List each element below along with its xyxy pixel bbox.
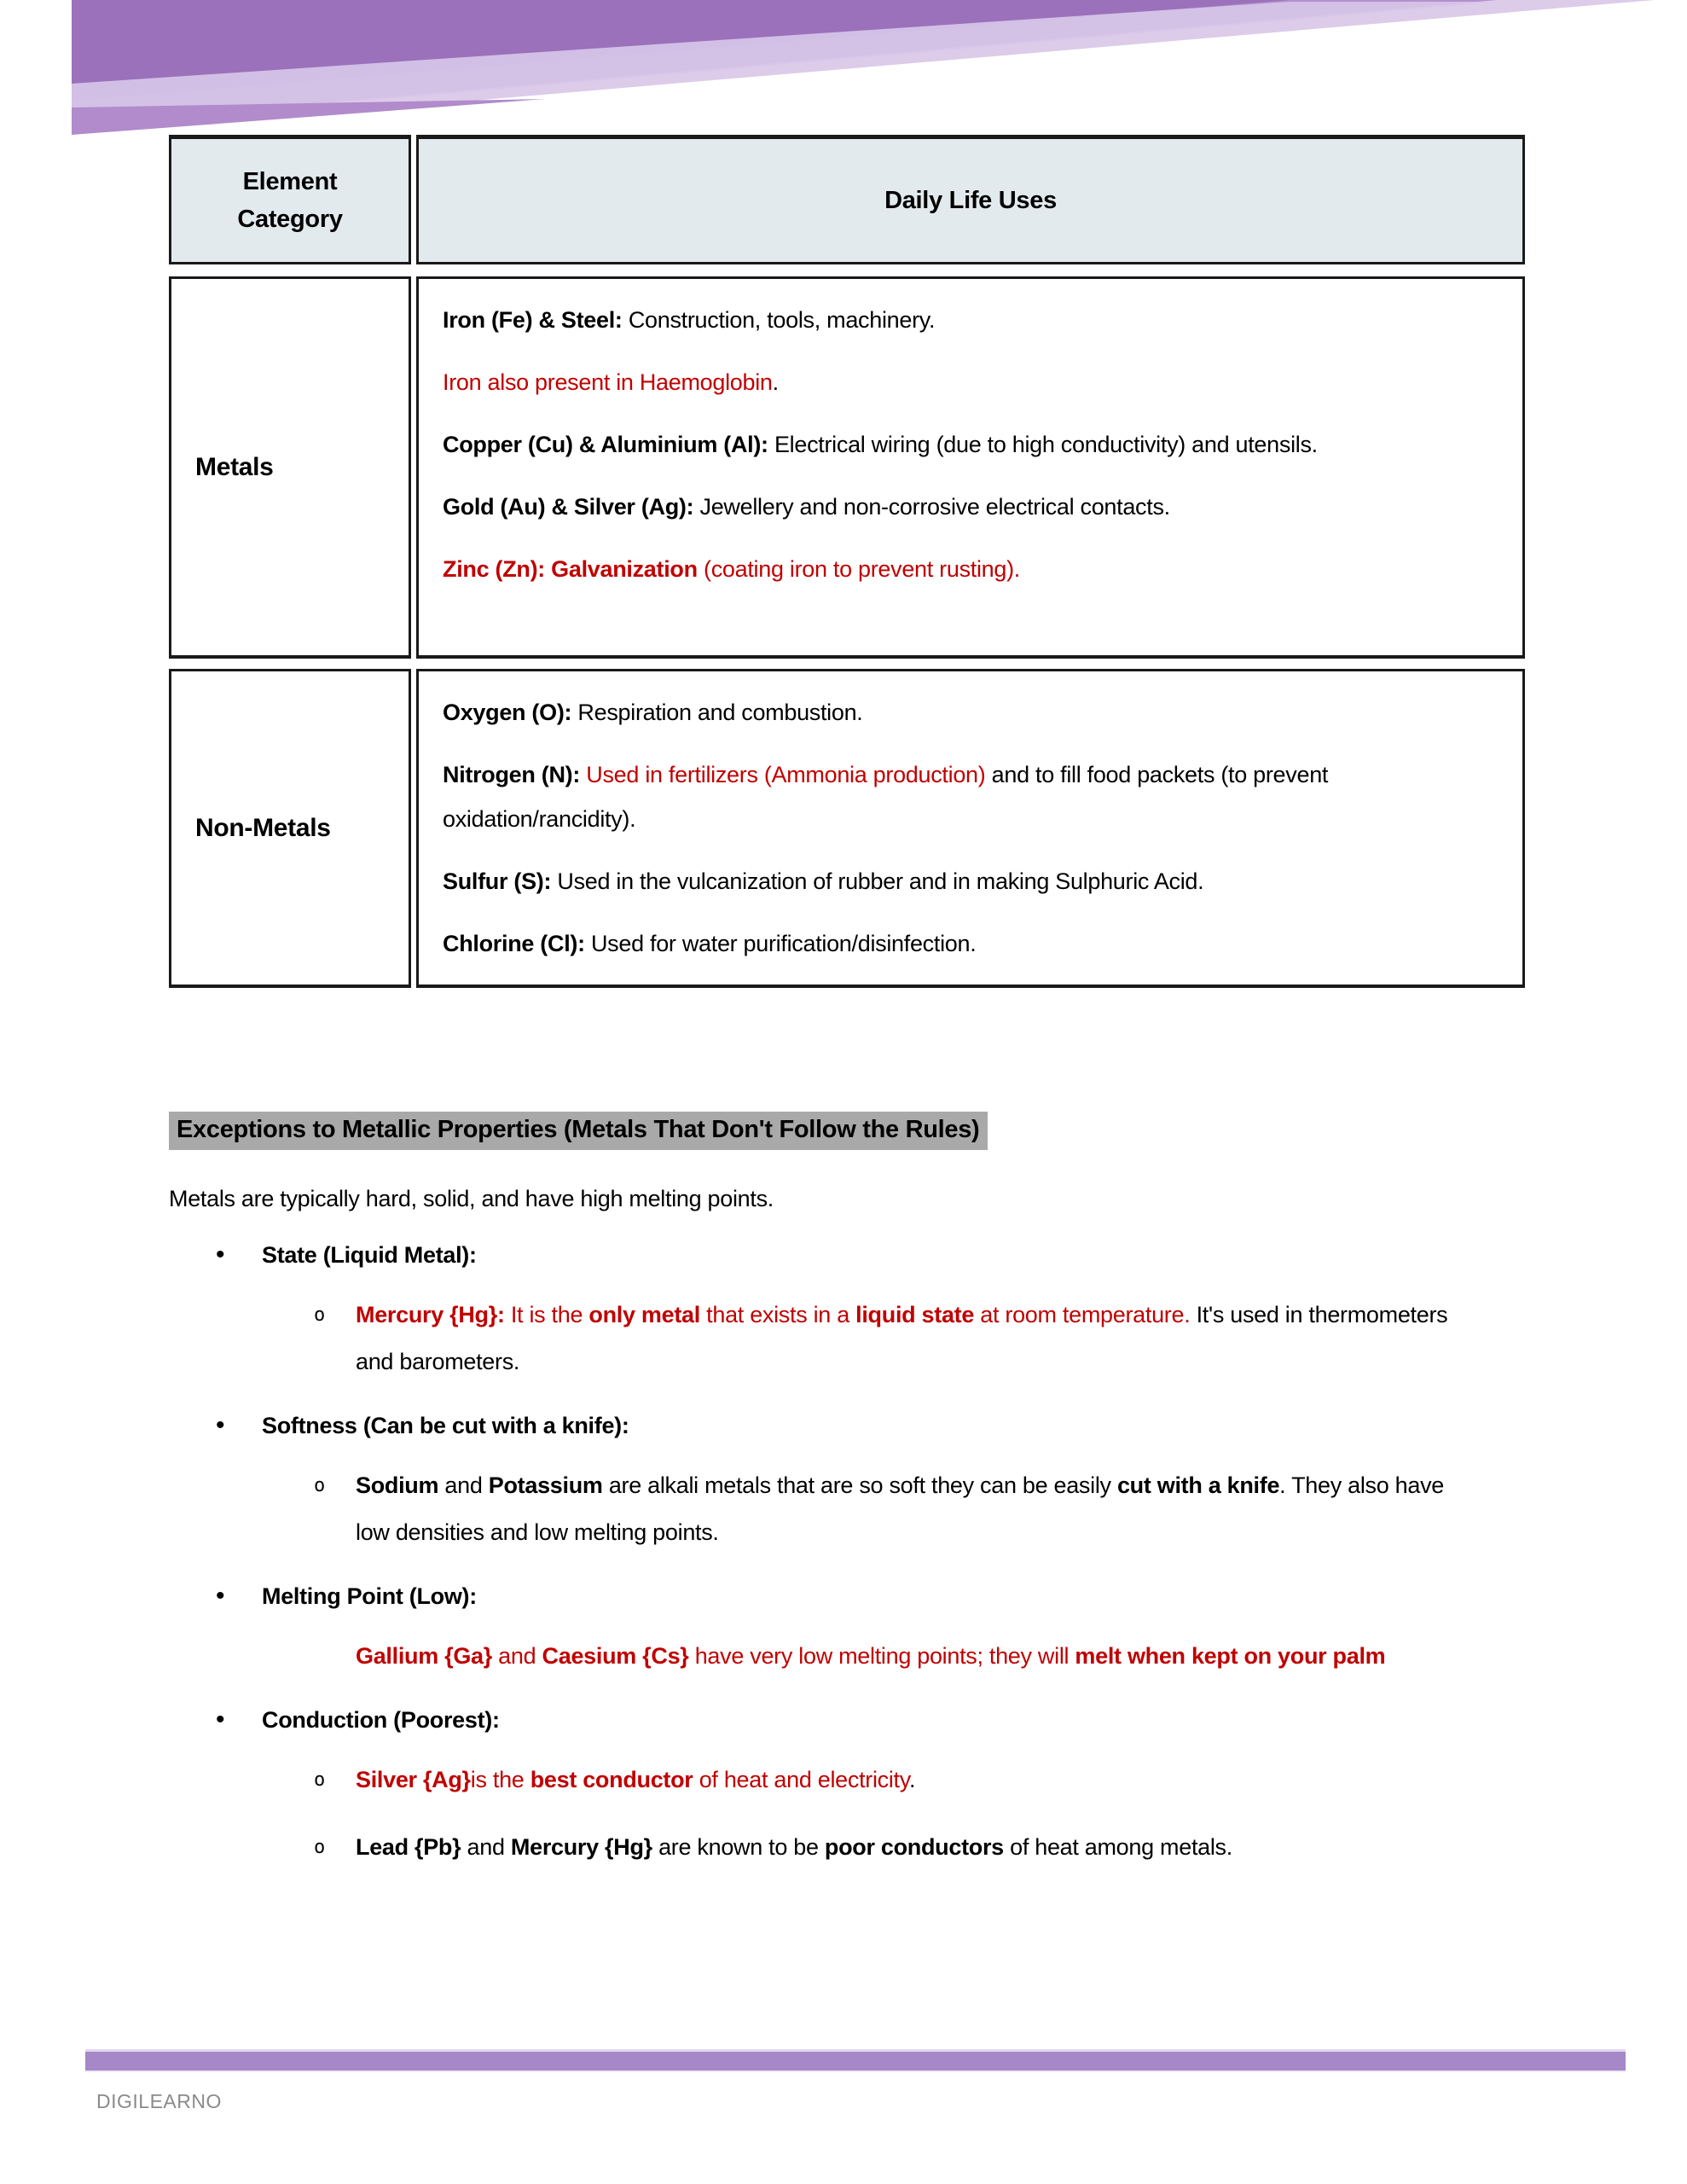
text-segment: (coating iron to prevent rusting). (697, 556, 1021, 582)
text-segment: . (908, 1767, 916, 1792)
sub-item-text (356, 1462, 1464, 1556)
text-segment: Sulfur (S): (443, 868, 552, 894)
category-cell-non-metals (169, 669, 411, 988)
footer-brand: DIGILEARNO (96, 2090, 222, 2112)
text-segment: Oxygen (O): (443, 700, 572, 725)
bullet-icon: • (216, 1240, 225, 1269)
text-segment: Mercury {Hg} (510, 1834, 652, 1860)
bullet-item-state (169, 1237, 1533, 1273)
text-segment: and (461, 1834, 511, 1860)
text-segment: Silver {Ag} (356, 1767, 471, 1792)
uses-table (169, 135, 1525, 988)
sub-item-text (356, 1824, 1464, 1871)
section-heading: Exceptions to Metallic Properties (Metals That Don't Follow the Rules) (169, 1112, 988, 1150)
text-segment: Iron (Fe) & Steel: (443, 307, 623, 333)
category-cell-metals (169, 276, 411, 659)
text-segment: melt when kept on your palm (1075, 1643, 1386, 1669)
text-segment: It is the (504, 1302, 589, 1327)
circle-bullet-icon: o (314, 1304, 325, 1326)
text-segment: Chlorine (Cl): (443, 931, 585, 956)
text-segment: Copper (Cu) & Aluminium (Al): (443, 432, 768, 457)
text-segment: . They also have low densities and low melting points. (356, 1472, 1444, 1545)
footer-bar (85, 2049, 1626, 2072)
category-label: Non-Metals (195, 813, 331, 842)
header-label: Daily Life Uses (884, 187, 1057, 214)
bullet-label: State (Liquid Metal): (262, 1242, 477, 1268)
use-paragraph (443, 921, 1423, 966)
circle-bullet-icon: o (314, 1837, 325, 1858)
text-segment: Nitrogen (N): (443, 762, 581, 787)
text-segment: Used in fertilizers (Ammonia production) (586, 762, 986, 787)
text-segment: Lead {Pb} (356, 1834, 461, 1860)
text-segment: of heat and electricity (693, 1767, 909, 1792)
text-segment: best conductor (530, 1767, 693, 1792)
circle-bullet-icon: o (314, 1769, 325, 1791)
uses-cell-metals (416, 276, 1525, 659)
text-segment: are known to be (652, 1834, 825, 1860)
text-segment: Respiration and combustion. (571, 700, 863, 725)
category-label: Metals (195, 452, 274, 481)
text-segment: have very low melting points; they will (688, 1643, 1075, 1669)
text-segment: It's used in thermometers and barometers. (356, 1302, 1448, 1374)
table-header-element-category (169, 135, 411, 264)
text-segment: Jewellery and non-corrosive electrical contacts. (693, 494, 1170, 520)
text-segment: Mercury {Hg}: (356, 1302, 505, 1327)
text-segment: and to fill food packets (to prevent oxidation/rancidity). (443, 762, 1329, 832)
circle-bullet-icon: o (314, 1475, 325, 1496)
text-segment: poor conductors (824, 1834, 1004, 1860)
header-label: Element Category (237, 168, 343, 233)
text-segment: is the (470, 1767, 530, 1792)
use-paragraph (443, 485, 1423, 529)
bullet-icon: • (216, 1582, 225, 1610)
bullet-icon: • (216, 1705, 225, 1734)
text-segment: and (444, 1472, 489, 1498)
text-segment: and (491, 1643, 542, 1669)
table-header-row (169, 135, 1525, 264)
text-segment: Gold (Au) & Silver (Ag): (443, 494, 694, 520)
text-segment: Iron also present in Haemoglobin (443, 369, 773, 395)
sub-item-lead-mercury (169, 1824, 1533, 1871)
sub-item-mercury (169, 1292, 1533, 1385)
text-segment: Potassium (488, 1472, 609, 1498)
table-header-daily-life-uses (416, 135, 1525, 264)
table-row-non-metals (169, 669, 1525, 988)
text-segment: cut with a knife (1116, 1472, 1280, 1498)
text-segment: . (772, 369, 779, 395)
use-paragraph (443, 360, 1423, 404)
bullet-item-conduction (169, 1702, 1533, 1738)
bullet-icon: • (216, 1411, 225, 1439)
text-segment: Used in the vulcanization of rubber and in making Sulphuric Acid. (551, 868, 1204, 894)
use-paragraph (443, 298, 1423, 342)
use-paragraph (443, 547, 1423, 591)
text-segment: Caesium {Cs} (542, 1643, 689, 1669)
section-intro: Metals are typically hard, solid, and have high melting points. (169, 1186, 774, 1211)
text-segment: that exists in a (699, 1302, 856, 1327)
text-segment: Used for water purification/disinfection. (584, 931, 977, 956)
sub-item-sodium-potassium (169, 1462, 1533, 1556)
sub-item-text (356, 1292, 1464, 1385)
text-segment: at room temperature. (974, 1302, 1191, 1327)
text-segment: Electrical wiring (due to high conductivity) and utensils. (768, 432, 1318, 457)
sub-item-gallium-caesium (169, 1633, 1533, 1680)
text-segment: Gallium {Ga} (356, 1643, 492, 1669)
table-row-metals (169, 276, 1525, 659)
text-segment: Sodium (356, 1472, 445, 1498)
text-segment: Zinc (Zn): Galvanization (443, 556, 698, 582)
bullet-item-melting-point (169, 1578, 1533, 1614)
bullet-label: Conduction (Poorest): (262, 1707, 500, 1733)
text-segment: only metal (588, 1302, 700, 1327)
sub-item-silver (169, 1757, 1533, 1804)
exceptions-section (169, 1112, 1533, 1893)
sub-item-text (356, 1757, 1464, 1804)
use-paragraph (443, 422, 1423, 467)
use-paragraph (443, 752, 1423, 841)
bullet-label: Softness (Can be cut with a knife): (262, 1413, 629, 1438)
text-segment: are alkali metals that are so soft they can be easily (608, 1472, 1117, 1498)
bullet-label: Melting Point (Low): (262, 1583, 477, 1609)
text-segment: Construction, tools, machinery. (622, 307, 936, 333)
bullet-item-softness (169, 1408, 1533, 1443)
header-swoosh-graphic (0, 0, 1687, 136)
text-segment: of heat among metals. (1003, 1834, 1232, 1860)
uses-cell-non-metals (416, 669, 1525, 988)
sub-item-text (356, 1633, 1413, 1680)
use-paragraph (443, 690, 1423, 735)
use-paragraph (443, 859, 1423, 903)
text-segment: liquid state (855, 1302, 975, 1327)
